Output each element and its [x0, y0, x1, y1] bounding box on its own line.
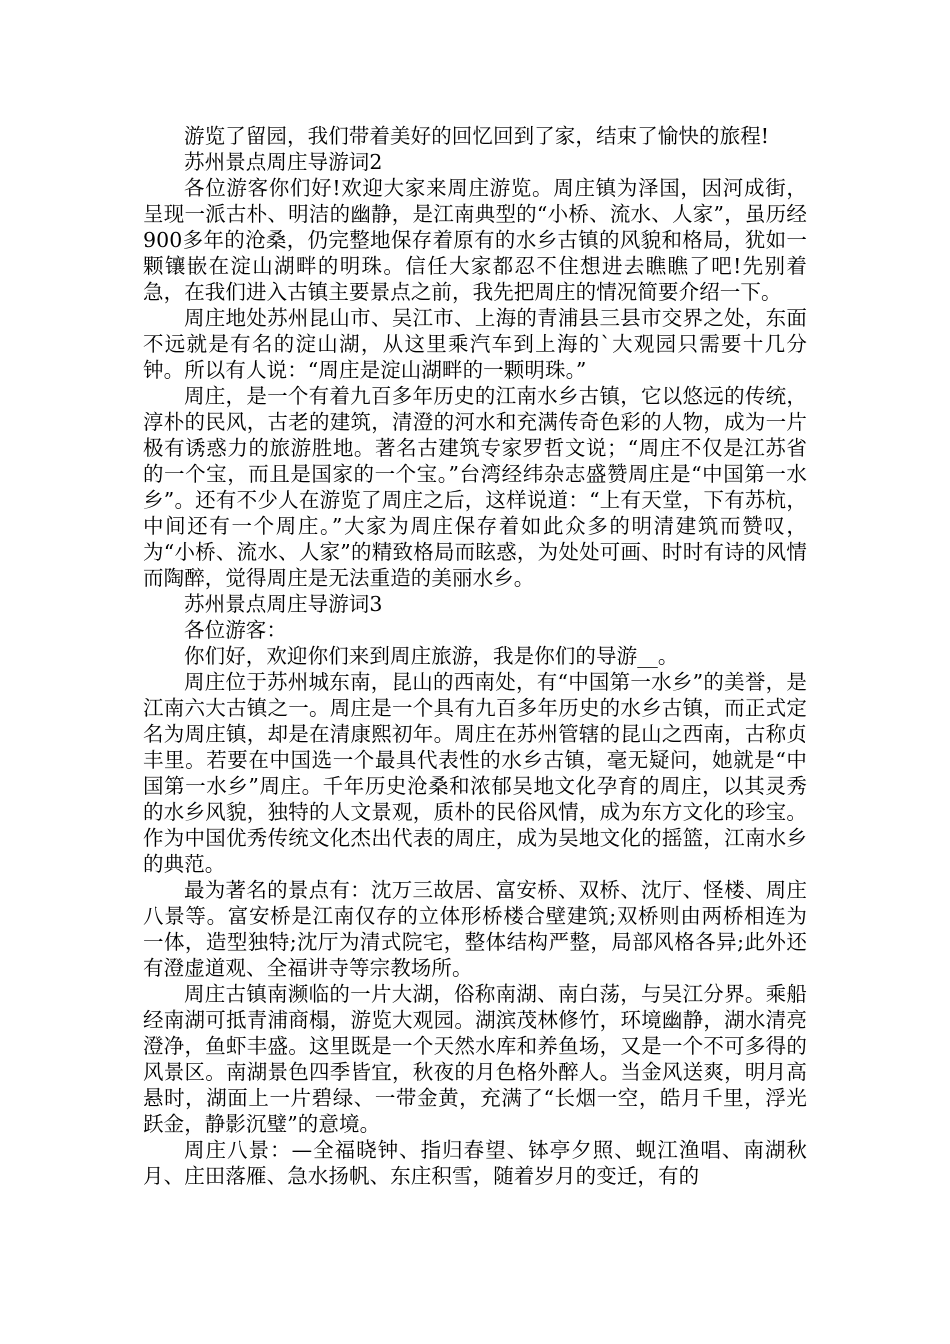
- paragraph-welcome: 各位游客你们好!欢迎大家来周庄游览。周庄镇为泽国，因河成街，呈现一派古朴、明洁的幽静，是江南典型的“小桥、流水、人家”，虽历经900多年的沧桑，仍完整地保存着原有的水乡古镇的风貌和格局，犹如一颗镶嵌在淀山湖畔的明珠。信任大家都忍不住想进去瞧瞧了吧!先别着急，在我们进入古镇主要景点之前，我先把周庄的情况简要介绍一下。: [143, 176, 807, 304]
- paragraph-greeting: 各位游客：: [184, 618, 287, 642]
- section-heading-3: 苏州景点周庄导游词3: [184, 592, 383, 616]
- document-page: [143, 123, 807, 1189]
- paragraph-history: 周庄，是一个有着九百多年历史的江南水乡古镇，它以悠远的传统，淳朴的民风，古老的建筑，清澄的河水和充满传奇色彩的人物，成为一片极有诱惑力的旅游胜地。著名古建筑专家罗哲文说；“周庄不仅是江苏省的一个宝，而且是国家的一个宝。”台湾经纬杂志盛赞周庄是“中国第一水乡”。还有不少人在游览了周庄之后，这样说道：“上有天堂，下有苏杭，中间还有一个周庄。”大家为周庄保存着如此众多的明清建筑而赞叹，为“小桥、流水、人家”的精致格局而眩惑，为处处可画、时时有诗的风情而陶醉，觉得周庄是无法重造的美丽水乡。: [143, 384, 807, 590]
- section-heading-2: 苏州景点周庄导游词2: [184, 150, 383, 174]
- paragraph-attractions: 最为著名的景点有：沈万三故居、富安桥、双桥、沈厅、怪楼、周庄八景等。富安桥是江南仅存的立体形桥楼合壁建筑;双桥则由两桥相连为一体，造型独特;沈厅为清式院宅，整体结构严整，局部风格各异;此外还有澄虚道观、全福讲寺等宗教场所。: [143, 878, 807, 980]
- paragraph-eight-views: 周庄八景：—全福晓钟、指归春望、钵亭夕照、蚬江渔唱、南湖秋月、庄田落雁、急水扬帆、东庄积雪，随着岁月的变迁，有的: [143, 1138, 807, 1188]
- paragraph-closing-liuyuan: 游览了留园，我们带着美好的回忆回到了家，结束了愉快的旅程!: [184, 124, 770, 148]
- paragraph-location: 周庄地处苏州昆山市、吴江市、上海的青浦县三县市交界之处，东面不远就是有名的淀山湖，从这里乘汽车到上海的`大观园只需要十几分钟。所以有人说：“周庄是淀山湖畔的一颗明珠。”: [143, 306, 807, 382]
- paragraph-guide-intro: 你们好，欢迎你们来到周庄旅游，我是你们的导游__。: [184, 644, 679, 668]
- paragraph-south-lake: 周庄古镇南濒临的一片大湖，俗称南湖、南白荡，与吴江分界。乘船经南湖可抵青浦商榻，游览大观园。湖滨茂林修竹，环境幽静，湖水清亮澄净，鱼虾丰盛。这里既是一个天然水库和养鱼场，又是一个不可多得的风景区。南湖景色四季皆宜，秋夜的月色格外醉人。当金风送爽，明月高悬时，湖面上一片碧绿、一带金黄，充满了“长烟一空，皓月千里，浮光跃金，静影沉璧”的意境。: [143, 982, 807, 1136]
- paragraph-overview: 周庄位于苏州城东南，昆山的西南处，有“中国第一水乡”的美誉，是江南六大古镇之一。周庄是一个具有九百多年历史的水乡古镇，而正式定名为周庄镇，却是在清康熙初年。周庄在苏州管辖的昆山之西南，古称贞丰里。若要在中国选一个最具代表性的水乡古镇，毫无疑问，她就是“中国第一水乡”周庄。千年历史沧桑和浓郁吴地文化孕育的周庄，以其灵秀的水乡风貌，独特的人文景观，质朴的民俗风情，成为东方文化的珍宝。作为中国优秀传统文化杰出代表的周庄，成为吴地文化的摇篮，江南水乡的典范。: [143, 670, 807, 876]
